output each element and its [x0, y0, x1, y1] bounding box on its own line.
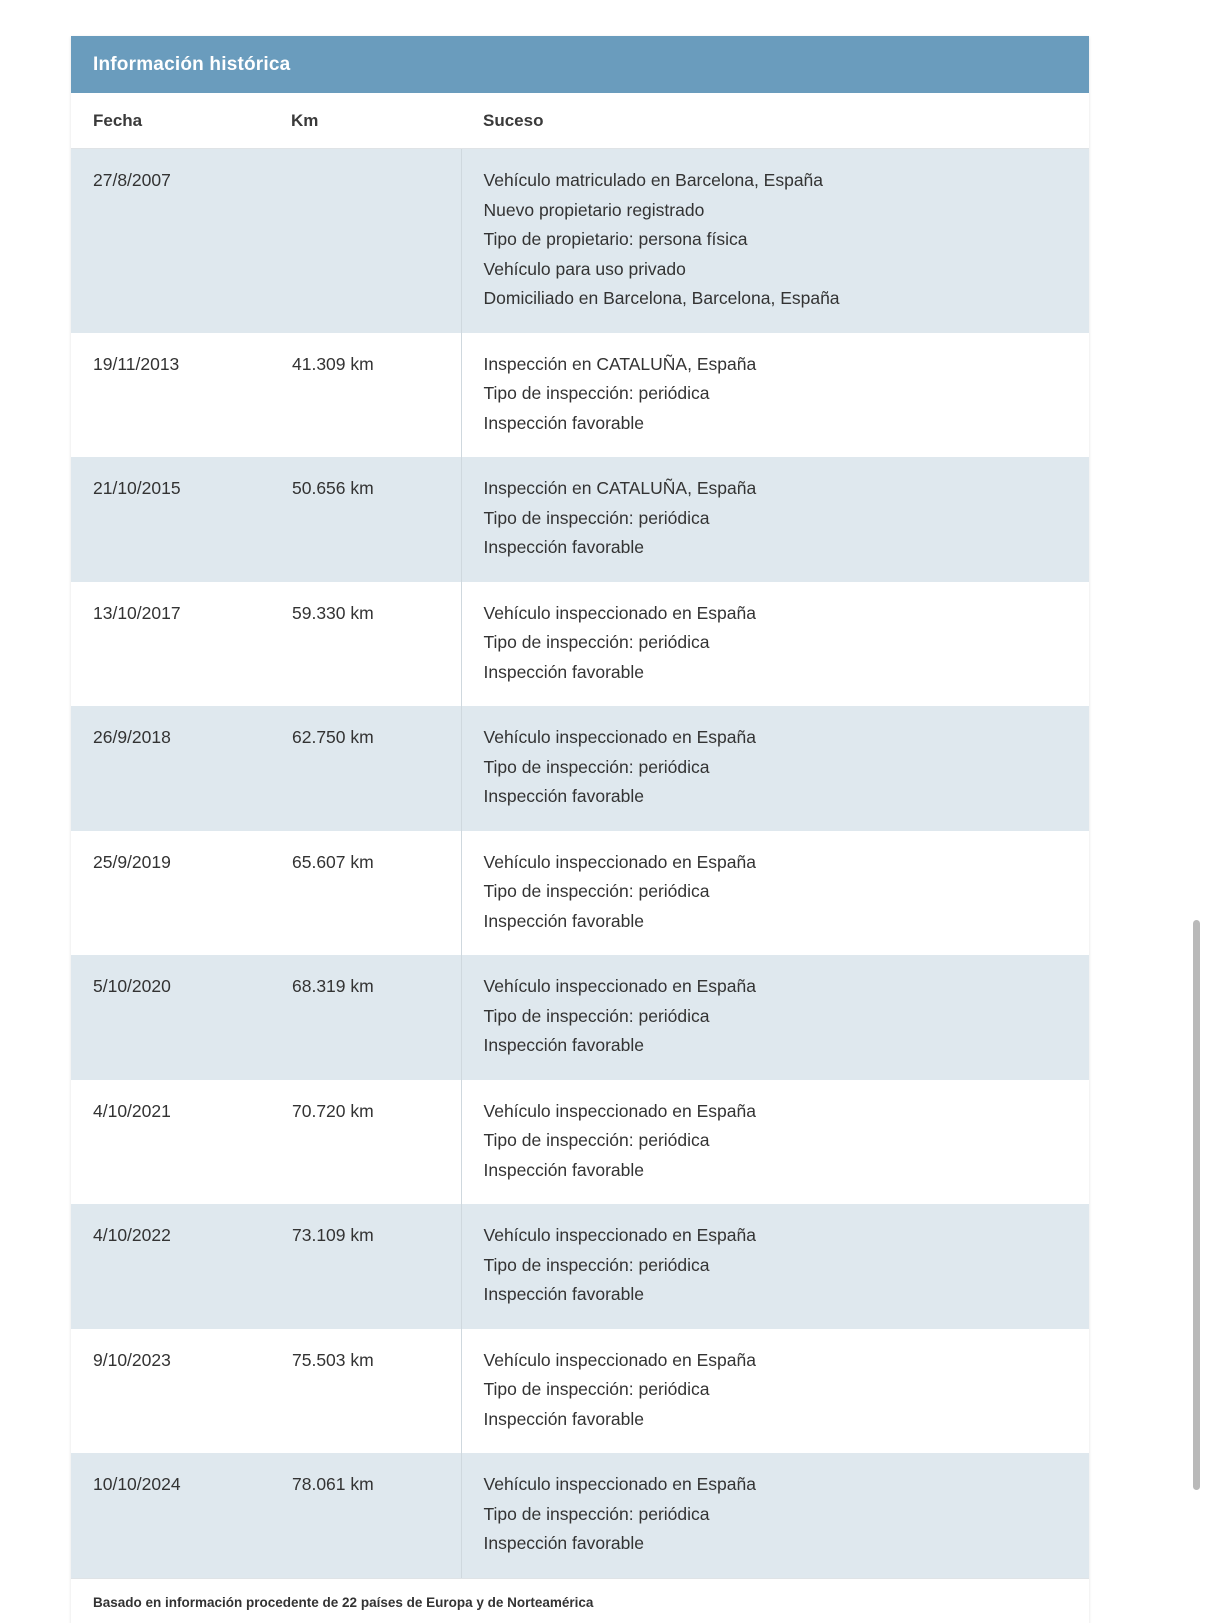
- cell-km: 59.330 km: [291, 582, 461, 707]
- suceso-line: Inspección favorable: [483, 910, 645, 931]
- cell-km: 41.309 km: [291, 333, 461, 458]
- table-row: [71, 955, 1089, 1080]
- cell-km: 75.503 km: [291, 1329, 461, 1454]
- suceso-line: Inspección favorable: [483, 537, 645, 557]
- cell-fecha: 13/10/2017: [71, 582, 291, 707]
- cell-suceso: [461, 1329, 1089, 1454]
- suceso-line: Inspección favorable: [483, 1159, 645, 1180]
- suceso-line: Vehículo inspeccionado en España: [483, 1100, 756, 1121]
- cell-km: 62.750 km: [291, 706, 461, 831]
- suceso-line: Tipo de inspección: periódica: [483, 1130, 710, 1150]
- suceso-line: Tipo de inspección: periódica: [483, 507, 710, 528]
- suceso-line: Vehículo inspeccionado en España: [483, 1474, 756, 1494]
- table-row: [71, 333, 1089, 458]
- history-table-head: [71, 93, 1089, 149]
- table-row: [71, 1080, 1089, 1205]
- suceso-line: Inspección favorable: [483, 786, 645, 806]
- table-row: [71, 1329, 1089, 1454]
- cell-suceso: [461, 333, 1089, 458]
- cell-suceso: [461, 831, 1089, 956]
- table-row: [71, 582, 1089, 707]
- suceso-line: Tipo de inspección: periódica: [483, 383, 710, 403]
- cell-suceso: [461, 706, 1089, 831]
- cell-fecha: 9/10/2023: [71, 1329, 291, 1454]
- history-card: [71, 36, 1089, 1623]
- suceso-line: Vehículo inspeccionado en España: [483, 727, 756, 747]
- table-row: [71, 457, 1089, 582]
- suceso-line: Vehículo inspeccionado en España: [483, 602, 756, 623]
- column-header-km: Km: [291, 93, 461, 149]
- suceso-line: Inspección en CATALUÑA, España: [483, 353, 757, 374]
- cell-suceso: [461, 1080, 1089, 1205]
- table-row: [71, 1453, 1089, 1578]
- suceso-line: Inspección en CATALUÑA, España: [483, 478, 757, 498]
- cell-km: 70.720 km: [291, 1080, 461, 1205]
- table-row: [71, 1204, 1089, 1329]
- cell-km: 65.607 km: [291, 831, 461, 956]
- suceso-line: Inspección favorable: [483, 1284, 645, 1304]
- cell-fecha: 27/8/2007: [71, 149, 291, 333]
- suceso-line: Tipo de inspección: periódica: [483, 1379, 710, 1399]
- table-row: [71, 831, 1089, 956]
- suceso-line: Tipo de propietario: persona física: [483, 229, 748, 249]
- table-row: [71, 706, 1089, 831]
- card-header: [71, 36, 1089, 93]
- suceso-line: Vehículo inspeccionado en España: [483, 976, 756, 996]
- cell-km: 73.109 km: [291, 1204, 461, 1329]
- cell-suceso: [461, 457, 1089, 582]
- cell-fecha: 19/11/2013: [71, 333, 291, 458]
- suceso-line: Tipo de inspección: periódica: [483, 1503, 710, 1524]
- cell-fecha: 5/10/2020: [71, 955, 291, 1080]
- cell-fecha: 4/10/2022: [71, 1204, 291, 1329]
- cell-suceso: [461, 149, 1089, 333]
- suceso-line: Domiciliado en Barcelona, Barcelona, España: [483, 288, 840, 308]
- suceso-line: Inspección favorable: [483, 1408, 645, 1429]
- cell-km: 50.656 km: [291, 457, 461, 582]
- suceso-line: Tipo de inspección: periódica: [483, 1254, 710, 1275]
- suceso-line: Tipo de inspección: periódica: [483, 632, 710, 652]
- suceso-line: Inspección favorable: [483, 412, 645, 433]
- suceso-line: Inspección favorable: [483, 661, 645, 682]
- cell-km: [291, 149, 461, 333]
- suceso-line: Tipo de inspección: periódica: [483, 756, 710, 777]
- page-scrollbar-thumb[interactable]: [1193, 920, 1200, 1490]
- suceso-line: Vehículo inspeccionado en España: [483, 851, 756, 872]
- suceso-line: Tipo de inspección: periódica: [483, 1005, 710, 1026]
- cell-fecha: 4/10/2021: [71, 1080, 291, 1205]
- cell-suceso: [461, 582, 1089, 707]
- page-scrollbar[interactable]: [1193, 920, 1200, 1490]
- suceso-line: Vehículo matriculado en Barcelona, España: [483, 170, 824, 190]
- suceso-line: Tipo de inspección: periódica: [483, 881, 710, 901]
- suceso-line: Vehículo inspeccionado en España: [483, 1349, 756, 1370]
- cell-fecha: 26/9/2018: [71, 706, 291, 831]
- cell-fecha: 10/10/2024: [71, 1453, 291, 1578]
- cell-km: 78.061 km: [291, 1453, 461, 1578]
- cell-suceso: [461, 955, 1089, 1080]
- cell-fecha: 25/9/2019: [71, 831, 291, 956]
- card-title: Información histórica: [93, 53, 291, 75]
- suceso-line: Nuevo propietario registrado: [483, 199, 705, 220]
- cell-fecha: 21/10/2015: [71, 457, 291, 582]
- history-table-header-row: [71, 93, 1089, 149]
- history-table: [71, 93, 1089, 1578]
- suceso-line: Vehículo inspeccionado en España: [483, 1225, 756, 1245]
- cell-km: 68.319 km: [291, 955, 461, 1080]
- cell-suceso: [461, 1453, 1089, 1578]
- history-table-body: [71, 149, 1089, 1578]
- cell-suceso: [461, 1204, 1089, 1329]
- suceso-line: Inspección favorable: [483, 1035, 645, 1055]
- footer-note: Basado en información procedente de 22 países de Europa y de Norteamérica: [71, 1578, 1089, 1623]
- column-header-suceso: Suceso: [461, 93, 1089, 149]
- table-row: [71, 149, 1089, 333]
- suceso-line: Inspección favorable: [483, 1533, 645, 1553]
- suceso-line: Vehículo para uso privado: [483, 258, 686, 279]
- column-header-fecha: Fecha: [71, 93, 291, 149]
